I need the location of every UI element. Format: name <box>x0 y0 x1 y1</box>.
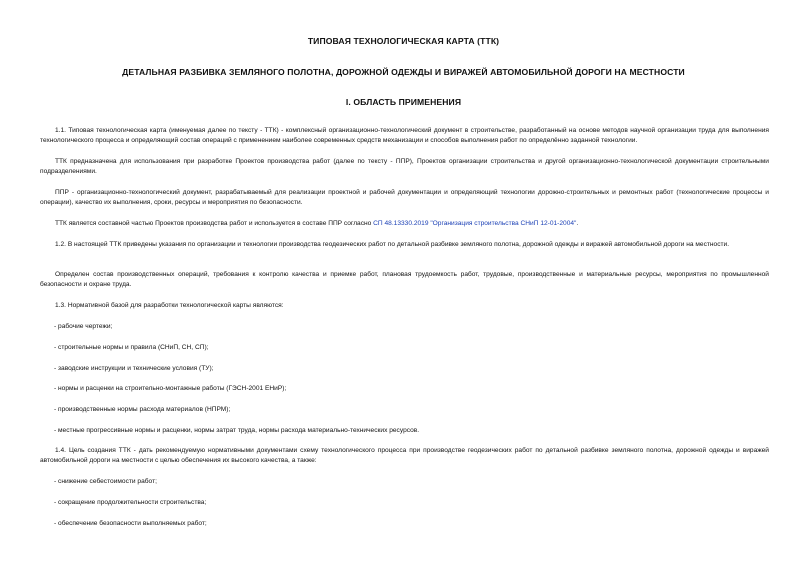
paragraph-text-end: . <box>576 220 579 227</box>
list-item: - сокращение продолжительности строительства; <box>54 499 207 506</box>
list-item: - строительные нормы и правила (СНиП, СН, СП); <box>54 344 209 351</box>
paragraph-ttk-composition <box>40 219 769 229</box>
paragraph-text: ТТК является составной частью Проектов производства работ и используется в составе ППР согласно <box>55 220 374 227</box>
section-heading: I. ОБЛАСТЬ ПРИМЕНЕНИЯ <box>345 97 462 107</box>
list-item: - рабочие чертежи; <box>54 323 113 330</box>
paragraph-1-4: 1.4. Цель создания ТТК - дать рекомендуемую нормативными документами схему технологического процесса при производстве геодезических работ по детальной разбивке земляного полотна, дорожной одежды и виражей автомобильной дороги на местности с целью обеспечения их высокого качества, а также: <box>40 447 769 465</box>
list-item: - обеспечение безопасности выполняемых работ; <box>54 520 207 527</box>
paragraph-1-3: 1.3. Нормативной базой для разработки технологической карты являются: <box>55 302 284 309</box>
list-item: - производственные нормы расхода материалов (НПРМ); <box>54 406 231 413</box>
list-item: - снижение себестоимости работ; <box>54 478 157 485</box>
paragraph-operations: Определен состав производственных операций, требования к контролю качества и приемке работ, плановая трудоемкость работ, трудовые, производственные и материальные ресурсы, мероприятия по промышленной безопасности и охране труда. <box>40 271 769 289</box>
document-subtitle: ДЕТАЛЬНАЯ РАЗБИВКА ЗЕМЛЯНОГО ПОЛОТНА, ДОРОЖНОЙ ОДЕЖДЫ И ВИРАЖЕЙ АВТОМОБИЛЬНОЙ ДОРОГИ НА МЕСТНОСТИ <box>122 67 685 77</box>
paragraph-1-2: 1.2. В настоящей ТТК приведены указания по организации и технологии производства геодезических работ по детальной разбивке земляного полотна, дорожной одежды и виражей автомобильной дороги на местности. <box>55 241 730 248</box>
paragraph-1-1: 1.1. Типовая технологическая карта (именуемая далее по тексту - ТТК) - комплексный организационно-технологический документ в строительстве, разработанный на основе методов научной организации труда для выполнения технологического процесса и определяющий состав операций с применением наиболее современных средств механизации и способов выполнения работ по определённо заданной технологии. <box>40 127 769 145</box>
sp-48-link[interactable]: СП 48.13330.2019 "Организация строительства СНиП 12-01-2004" <box>373 220 577 227</box>
list-item: - нормы и расценки на строительно-монтажные работы (ГЭСН-2001 ЕНиР); <box>54 385 287 392</box>
paragraph-ppr-definition: ППР - организационно-технологический документ, разрабатываемый для реализации проектной и рабочей документации и определяющий технологии дорожно-строительных и ремонтных работ (технологические процессы и операции), качество их выполнения, сроки, ресурсы и мероприятия по безопасности. <box>40 189 769 207</box>
list-item: - местные прогрессивные нормы и расценки, нормы затрат труда, нормы расхода материально-технических ресурсов. <box>54 427 420 434</box>
document-title: ТИПОВАЯ ТЕХНОЛОГИЧЕСКАЯ КАРТА (ТТК) <box>307 36 500 46</box>
paragraph-ttk-purpose: ТТК предназначена для использования при разработке Проектов производства работ (далее по тексту - ППР), Проектов организации строительства и другой организационно-технологической документации строительными подразделениями. <box>40 158 769 176</box>
list-item: - заводские инструкции и технические условия (ТУ); <box>54 365 214 372</box>
